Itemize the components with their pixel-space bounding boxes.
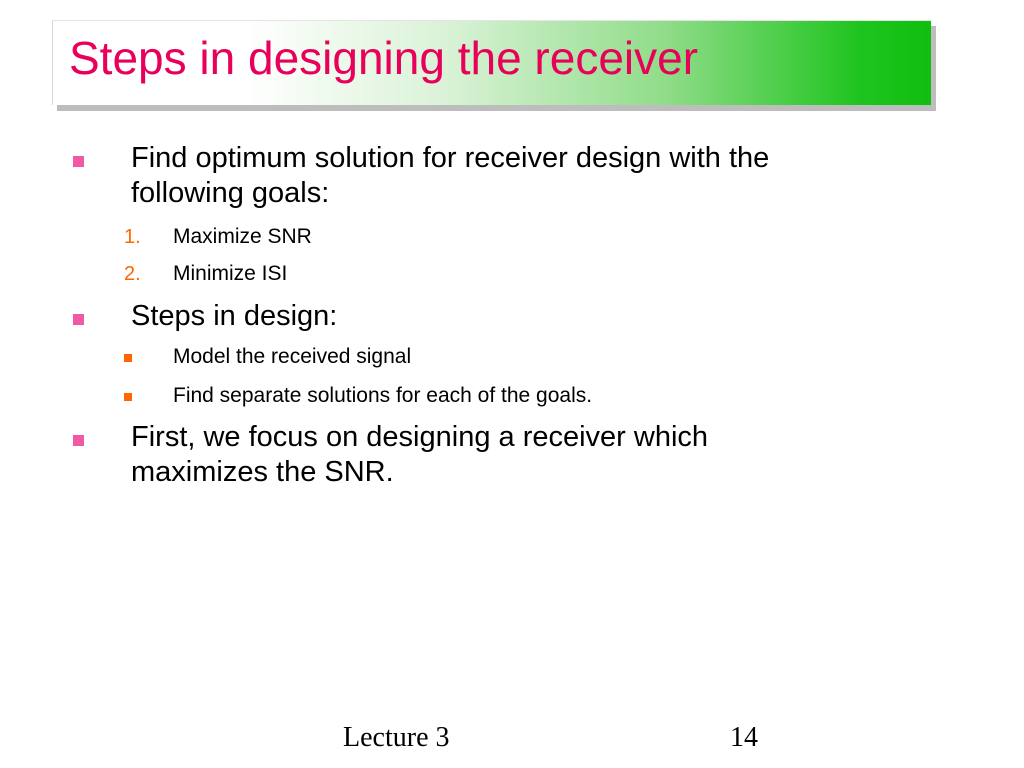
footer-lecture-label: Lecture 3: [343, 722, 450, 753]
bullet-marker-icon: [73, 314, 84, 325]
subitem-2-number: 2.: [124, 263, 141, 285]
bullet-marker-icon: [73, 156, 84, 167]
subitem-maximize-snr: Maximize SNR: [173, 225, 312, 248]
bullet-1-line-1: Find optimum solution for receiver design with the: [131, 142, 770, 174]
page-number: 14: [730, 722, 758, 753]
bullet-3-line-1: First, we focus on designing a receiver which: [131, 421, 709, 453]
subitem-1-number: 1.: [124, 226, 141, 248]
subitem-model-signal: Model the received signal: [173, 345, 412, 368]
sub-bullet-marker-icon: [124, 393, 132, 401]
title-bar: [52, 20, 931, 105]
sub-bullet-marker-icon: [124, 354, 132, 362]
bullet-1-line-2: following goals:: [131, 177, 330, 209]
bullet-2-line-1: Steps in design:: [131, 300, 338, 332]
subitem-separate-solutions: Find separate solutions for each of the goals.: [173, 384, 593, 407]
bullet-marker-icon: [73, 435, 84, 446]
slide-title: Steps in designing the receiver: [69, 32, 699, 84]
bullet-3-line-2: maximizes the SNR.: [131, 456, 394, 488]
subitem-minimize-isi: Minimize ISI: [173, 262, 288, 285]
